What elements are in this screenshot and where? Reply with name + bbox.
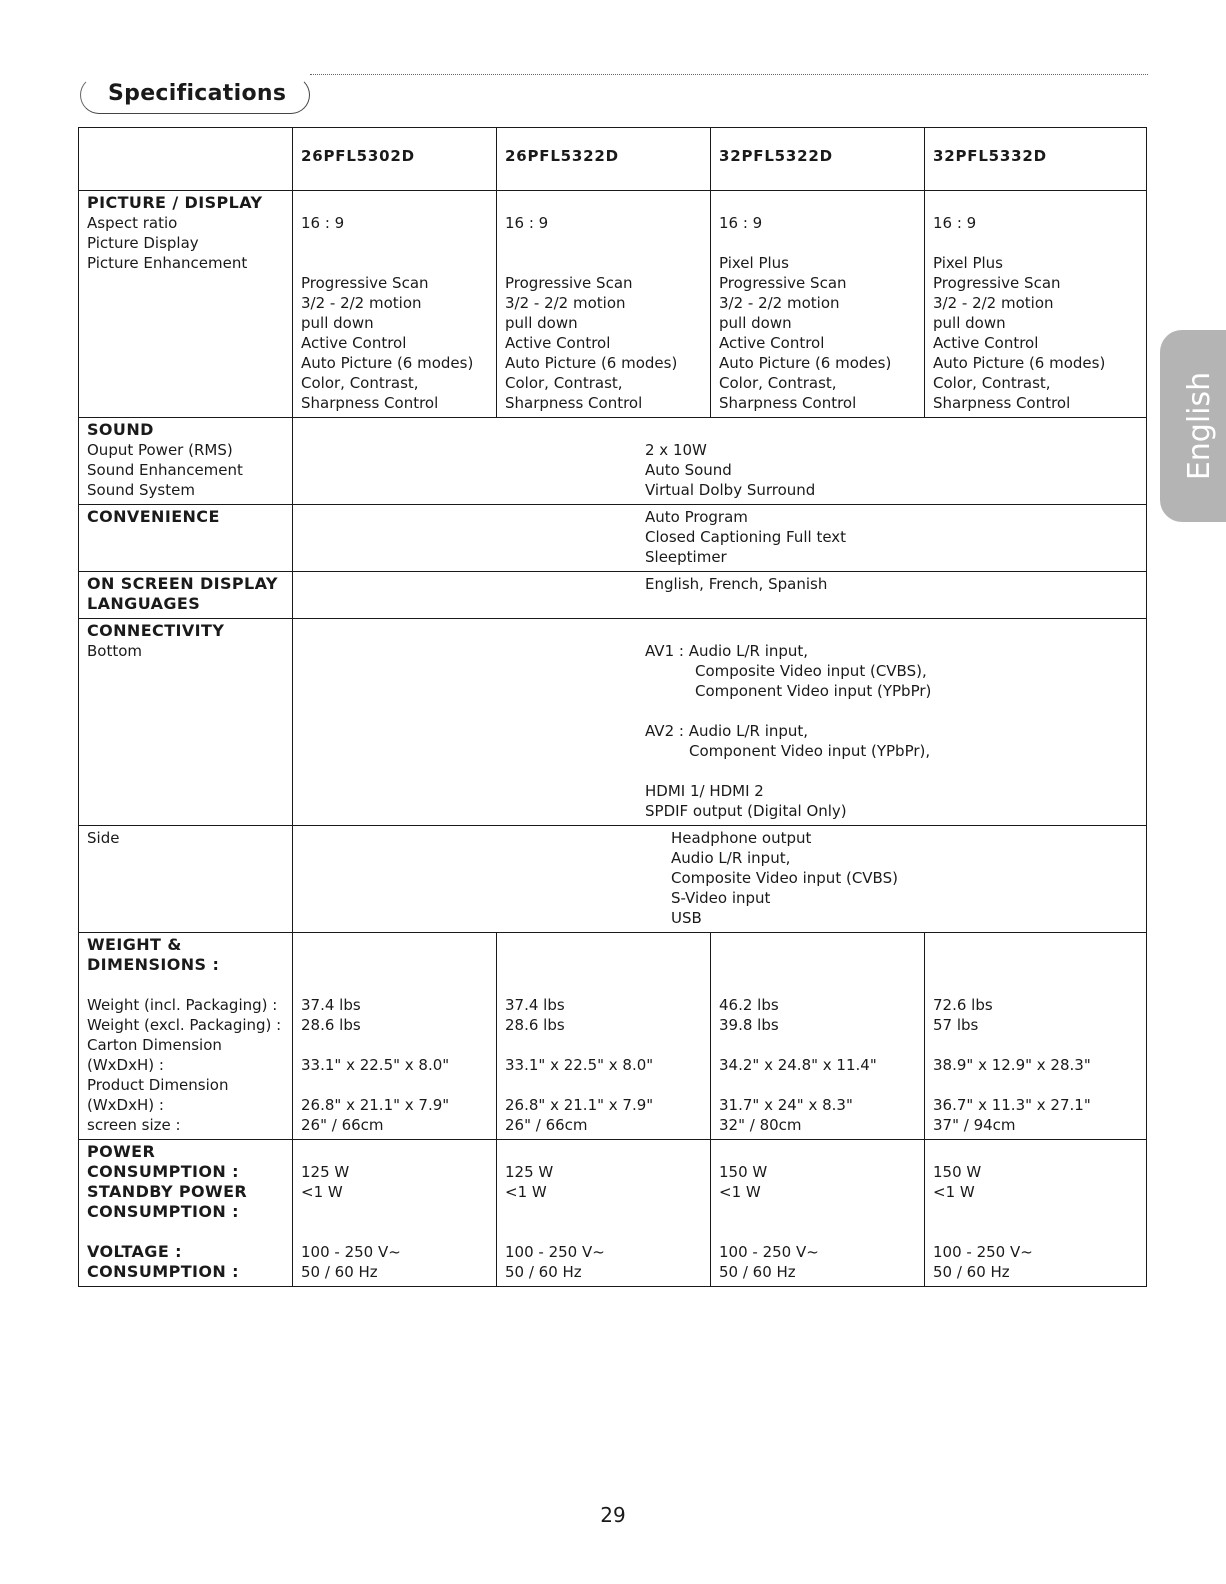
picture-values-cell — [925, 191, 1147, 418]
power-values-cell — [711, 1140, 925, 1287]
row-label: Picture Enhancement — [87, 254, 248, 272]
weight-values-cell — [293, 933, 497, 1140]
spec-value: <1 W — [505, 1183, 547, 1201]
spec-value — [933, 1035, 1138, 1055]
spec-value: Progressive Scan — [933, 274, 1061, 292]
connectivity-side-values — [293, 826, 1147, 933]
spec-value: 72.6 lbs — [933, 996, 993, 1014]
row-label: Weight (incl. Packaging) : — [87, 996, 278, 1014]
spec-value: 125 W — [301, 1163, 350, 1181]
power-label-cell — [79, 1140, 293, 1287]
spec-value: 100 - 250 V~ — [505, 1243, 605, 1261]
connectivity-label-cell — [79, 619, 293, 826]
spec-value: English, French, Spanish — [645, 575, 828, 593]
osd-languages-row — [79, 572, 1147, 619]
language-tab-label: English — [1182, 371, 1217, 481]
spec-value: Auto Picture (6 modes) — [301, 354, 474, 372]
spec-value: Composite Video input (CVBS) — [671, 869, 898, 887]
spec-value: Sharpness Control — [505, 394, 643, 412]
convenience-values-cell — [293, 505, 1147, 572]
connectivity-bottom-row — [79, 619, 1147, 826]
spec-value: Pixel Plus — [933, 254, 1003, 272]
weight-dimensions-row — [79, 933, 1147, 1140]
spec-value: 100 - 250 V~ — [301, 1243, 401, 1261]
spec-value: 26" / 66cm — [301, 1116, 384, 1134]
connectivity-side-row — [79, 826, 1147, 933]
spec-value: Sleeptimer — [645, 548, 727, 566]
spec-value: Headphone output — [671, 829, 812, 847]
spec-value — [301, 233, 488, 253]
spec-value — [505, 1222, 702, 1242]
spec-value: 3/2 - 2/2 motion — [719, 294, 840, 312]
spec-value: SPDIF output (Digital Only) — [645, 802, 847, 820]
power-values-cell — [293, 1140, 497, 1287]
page-number: 29 — [600, 1503, 626, 1527]
language-tab — [1160, 330, 1226, 522]
spec-value: 26.8" x 21.1" x 7.9" — [301, 1096, 450, 1114]
spec-value: pull down — [301, 314, 374, 332]
spec-value — [301, 253, 488, 273]
header-dotted-rule — [310, 74, 1148, 75]
spec-value — [933, 233, 1138, 253]
header-corner-cell — [79, 128, 293, 191]
spec-value: Color, Contrast, — [505, 374, 623, 392]
model-header: 32PFL5332D — [925, 128, 1147, 191]
picture-values-cell — [293, 191, 497, 418]
spec-value: Active Control — [505, 334, 611, 352]
spec-value: AV1 : Audio L/R input, — [645, 642, 809, 660]
spec-value: 33.1" x 22.5" x 8.0" — [505, 1056, 654, 1074]
row-label: Sound System — [87, 481, 195, 499]
weight-label-cell — [79, 933, 293, 1140]
spec-value: pull down — [933, 314, 1006, 332]
spec-value: 150 W — [933, 1163, 982, 1181]
spec-value: Progressive Scan — [301, 274, 429, 292]
voltage-heading: CONSUMPTION : — [87, 1262, 239, 1281]
section-header — [78, 62, 1148, 122]
spec-value: Sharpness Control — [933, 394, 1071, 412]
row-label: Ouput Power (RMS) — [87, 441, 233, 459]
spec-value: HDMI 1/ HDMI 2 — [645, 782, 764, 800]
spec-value — [719, 1075, 916, 1095]
spec-value: Active Control — [719, 334, 825, 352]
spec-value: Progressive Scan — [719, 274, 847, 292]
spec-value: 100 - 250 V~ — [933, 1243, 1033, 1261]
spec-value: Virtual Dolby Surround — [645, 481, 816, 499]
spec-value — [505, 1035, 702, 1055]
spec-value — [301, 1142, 488, 1162]
spec-value: 37" / 94cm — [933, 1116, 1016, 1134]
sound-heading: SOUND — [87, 420, 154, 439]
model-header: 32PFL5322D — [711, 128, 925, 191]
spec-value: 38.9" x 12.9" x 28.3" — [933, 1056, 1091, 1074]
spec-value: Color, Contrast, — [719, 374, 837, 392]
connectivity-bottom-values — [293, 619, 1147, 826]
power-heading: STANDBY POWER — [87, 1182, 248, 1201]
power-values-cell — [925, 1140, 1147, 1287]
spec-value: Color, Contrast, — [301, 374, 419, 392]
spec-value — [933, 1075, 1138, 1095]
row-label: Side — [87, 829, 120, 847]
spec-value: Component Video input (YPbPr) — [695, 682, 932, 700]
spec-value — [505, 253, 702, 273]
spec-value: pull down — [505, 314, 578, 332]
row-label: Aspect ratio — [87, 214, 178, 232]
convenience-row — [79, 505, 1147, 572]
spec-value: Auto Picture (6 modes) — [719, 354, 892, 372]
spec-value — [505, 1142, 702, 1162]
spec-value: 3/2 - 2/2 motion — [505, 294, 626, 312]
weight-values-cell — [925, 933, 1147, 1140]
spec-value: 16 : 9 — [933, 214, 977, 232]
spec-value: Progressive Scan — [505, 274, 633, 292]
sound-values-cell — [293, 418, 1147, 505]
convenience-heading: CONVENIENCE — [87, 507, 220, 526]
power-heading: CONSUMPTION : — [87, 1202, 239, 1221]
power-voltage-row — [79, 1140, 1147, 1287]
convenience-label-cell — [79, 505, 293, 572]
spec-value: 33.1" x 22.5" x 8.0" — [301, 1056, 450, 1074]
spec-value — [301, 1075, 488, 1095]
spec-value: Composite Video input (CVBS), — [695, 662, 927, 680]
spec-value: Audio L/R input, — [671, 849, 791, 867]
spec-value: 46.2 lbs — [719, 996, 779, 1014]
osd-heading: ON SCREEN DISPLAY — [87, 574, 278, 593]
row-label: (WxDxH) : — [87, 1096, 164, 1114]
spec-value — [933, 1142, 1138, 1162]
power-values-cell — [497, 1140, 711, 1287]
spec-value — [301, 1035, 488, 1055]
picture-display-row — [79, 191, 1147, 418]
picture-label-cell — [79, 191, 293, 418]
spec-value: Auto Picture (6 modes) — [505, 354, 678, 372]
spec-value: 16 : 9 — [505, 214, 549, 232]
row-label: Product Dimension — [87, 1076, 229, 1094]
spec-value — [933, 1222, 1138, 1242]
spec-value: Auto Sound — [645, 461, 732, 479]
spec-value: <1 W — [301, 1183, 343, 1201]
spec-value: 2 x 10W — [645, 441, 707, 459]
spec-value: 16 : 9 — [301, 214, 345, 232]
spec-value — [301, 1222, 488, 1242]
spec-value: Active Control — [301, 334, 407, 352]
spec-value: 34.2" x 24.8" x 11.4" — [719, 1056, 877, 1074]
spec-value: 26" / 66cm — [505, 1116, 588, 1134]
spec-value: 37.4 lbs — [301, 996, 361, 1014]
row-label: Sound Enhancement — [87, 461, 243, 479]
spec-value — [719, 233, 916, 253]
spec-value: 50 / 60 Hz — [933, 1263, 1010, 1281]
connectivity-heading: CONNECTIVITY — [87, 621, 225, 640]
row-label: screen size : — [87, 1116, 181, 1134]
weight-heading: WEIGHT & — [87, 935, 182, 954]
spec-value: Sharpness Control — [301, 394, 439, 412]
spec-value: 50 / 60 Hz — [719, 1263, 796, 1281]
osd-label-cell — [79, 572, 293, 619]
specifications-table — [78, 127, 1147, 1287]
row-label: Picture Display — [87, 234, 199, 252]
spec-value — [301, 1202, 488, 1222]
spec-value: Component Video input (YPbPr), — [689, 742, 931, 760]
spec-value — [719, 1222, 916, 1242]
spec-value: 37.4 lbs — [505, 996, 565, 1014]
spec-value: S-Video input — [671, 889, 771, 907]
spec-value — [719, 1202, 916, 1222]
spec-value — [719, 1142, 916, 1162]
spec-value: 3/2 - 2/2 motion — [933, 294, 1054, 312]
model-header: 26PFL5322D — [497, 128, 711, 191]
connectivity-side-label-cell — [79, 826, 293, 933]
page-title: Specifications — [108, 81, 287, 106]
spec-value: 50 / 60 Hz — [301, 1263, 378, 1281]
spec-value: 32" / 80cm — [719, 1116, 802, 1134]
voltage-heading: VOLTAGE : — [87, 1242, 182, 1261]
spec-value: pull down — [719, 314, 792, 332]
spec-value — [505, 1075, 702, 1095]
spec-value: Color, Contrast, — [933, 374, 1051, 392]
spec-value: 26.8" x 21.1" x 7.9" — [505, 1096, 654, 1114]
sound-row — [79, 418, 1147, 505]
spec-value: 16 : 9 — [719, 214, 763, 232]
power-heading — [87, 1222, 284, 1242]
spec-value — [505, 233, 702, 253]
spec-value: 150 W — [719, 1163, 768, 1181]
row-label: (WxDxH) : — [87, 1056, 164, 1074]
spec-value: 50 / 60 Hz — [505, 1263, 582, 1281]
row-label: Bottom — [87, 642, 143, 660]
power-heading: CONSUMPTION : — [87, 1162, 239, 1181]
spec-value — [933, 1202, 1138, 1222]
sound-label-cell — [79, 418, 293, 505]
spec-value: 125 W — [505, 1163, 554, 1181]
weight-values-cell — [711, 933, 925, 1140]
spec-value: 36.7" x 11.3" x 27.1" — [933, 1096, 1091, 1114]
picture-values-cell — [497, 191, 711, 418]
models-header-row — [79, 128, 1147, 191]
spec-value — [505, 1202, 702, 1222]
spec-value: AV2 : Audio L/R input, — [645, 722, 809, 740]
osd-heading: LANGUAGES — [87, 594, 201, 613]
picture-values-cell — [711, 191, 925, 418]
model-header: 26PFL5302D — [293, 128, 497, 191]
spec-value: Sharpness Control — [719, 394, 857, 412]
row-label: Carton Dimension — [87, 1036, 222, 1054]
spec-value: Pixel Plus — [719, 254, 789, 272]
spec-value: 28.6 lbs — [505, 1016, 565, 1034]
spec-value: Closed Captioning Full text — [645, 528, 847, 546]
spec-value: 39.8 lbs — [719, 1016, 779, 1034]
spec-value: 31.7" x 24" x 8.3" — [719, 1096, 853, 1114]
spec-value — [719, 1035, 916, 1055]
osd-values-cell — [293, 572, 1147, 619]
spec-value: Auto Picture (6 modes) — [933, 354, 1106, 372]
spec-value: <1 W — [933, 1183, 975, 1201]
spec-value: 100 - 250 V~ — [719, 1243, 819, 1261]
spec-value: 3/2 - 2/2 motion — [301, 294, 422, 312]
weight-heading: DIMENSIONS : — [87, 955, 220, 974]
row-label: Weight (excl. Packaging) : — [87, 1016, 282, 1034]
spec-value: <1 W — [719, 1183, 761, 1201]
spec-value: Active Control — [933, 334, 1039, 352]
spec-value: USB — [671, 909, 702, 927]
spec-value: 28.6 lbs — [301, 1016, 361, 1034]
weight-values-cell — [497, 933, 711, 1140]
spec-value: Auto Program — [645, 508, 748, 526]
spec-value: 57 lbs — [933, 1016, 979, 1034]
power-heading: POWER — [87, 1142, 156, 1161]
picture-heading: PICTURE / DISPLAY — [87, 193, 263, 212]
